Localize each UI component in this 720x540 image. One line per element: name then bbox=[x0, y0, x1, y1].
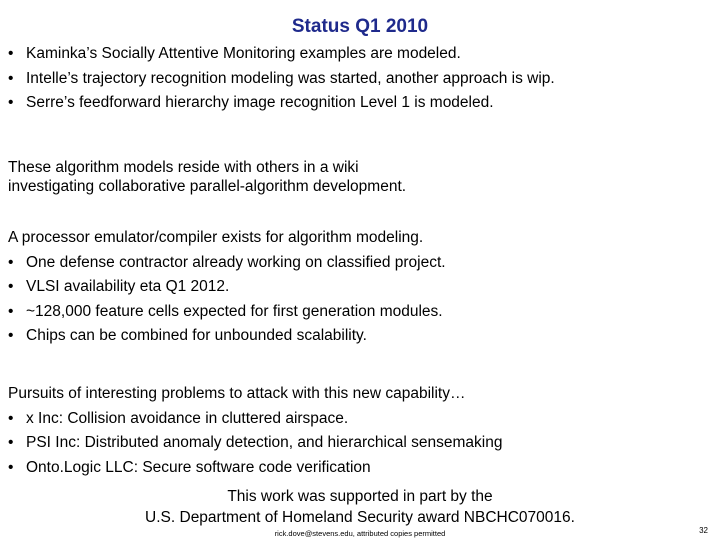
wiki-paragraph bbox=[8, 158, 714, 196]
list-item: • Kaminka’s Socially Attentive Monitoring examples are modeled. bbox=[8, 42, 714, 67]
paragraph-line: investigating collaborative parallel-algorithm development. bbox=[8, 178, 407, 195]
pursuits-bullet-list bbox=[8, 407, 714, 481]
pursuits-section bbox=[8, 382, 714, 480]
acknowledgement-line: This work was supported in part by the bbox=[227, 488, 493, 505]
list-item: • One defense contractor already working on classified project. bbox=[8, 251, 714, 276]
list-item: • VLSI availability eta Q1 2012. bbox=[8, 275, 714, 300]
paragraph-line: These algorithm models reside with others in a wiki bbox=[8, 159, 359, 176]
slide-title: Status Q1 2010 bbox=[291, 16, 429, 37]
status-bullet-list bbox=[8, 42, 714, 116]
acknowledgement bbox=[0, 486, 720, 528]
list-item: • Chips can be combined for unbounded scalability. bbox=[8, 324, 714, 349]
footer-email: rick.dove@stevens.edu, attributed copies permitted bbox=[274, 529, 446, 538]
acknowledgement-line: U.S. Department of Homeland Security award NBCHC070016. bbox=[145, 509, 575, 526]
list-item: • Serre’s feedforward hierarchy image recognition Level 1 is modeled. bbox=[8, 91, 714, 116]
list-item: • x Inc: Collision avoidance in cluttered airspace. bbox=[8, 407, 714, 432]
list-item: • PSI Inc: Distributed anomaly detection, and hierarchical sensemaking bbox=[8, 431, 714, 456]
processor-section bbox=[8, 226, 714, 349]
processor-bullet-list bbox=[8, 251, 714, 349]
list-item: • Onto.Logic LLC: Secure software code verification bbox=[8, 456, 714, 481]
section-intro: Pursuits of interesting problems to attack with this new capability… bbox=[8, 385, 466, 402]
section-intro: A processor emulator/compiler exists for algorithm modeling. bbox=[8, 229, 424, 246]
page-number: 32 bbox=[699, 526, 708, 535]
status-bullets-section bbox=[8, 42, 714, 116]
list-item: • Intelle’s trajectory recognition modeling was started, another approach is wip. bbox=[8, 67, 714, 92]
list-item: • ~128,000 feature cells expected for first generation modules. bbox=[8, 300, 714, 325]
